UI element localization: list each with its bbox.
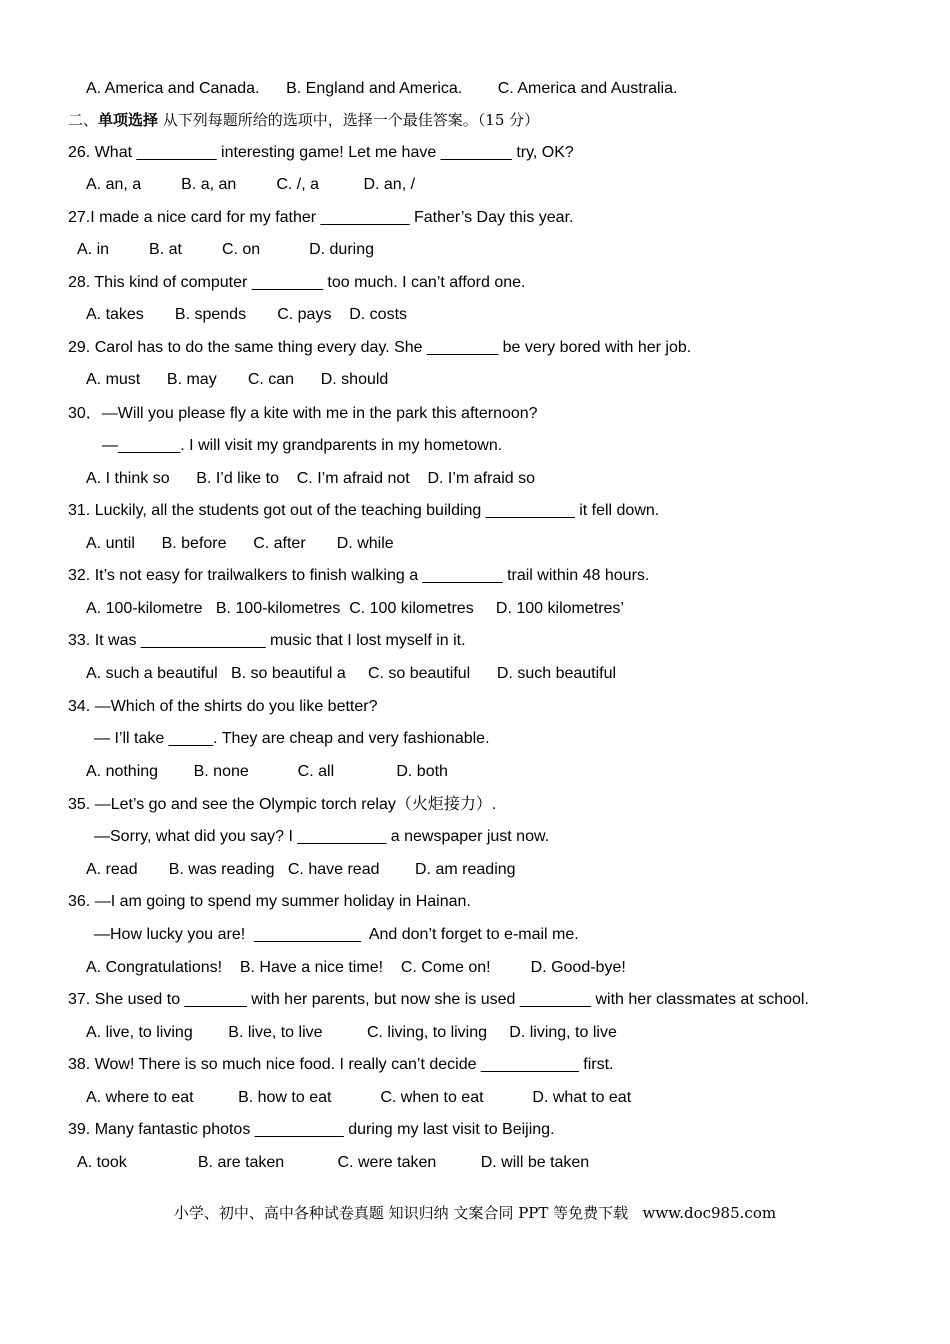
q32-stem: 32. It’s not easy for trailwalkers to finish walking a _________ trail within 48 hours. [68, 567, 650, 584]
q38-stem: 38. Wow! There is so much nice food. I really can’t decide ___________ first. [68, 1056, 614, 1073]
q27-options: A. in B. at C. on D. during [77, 241, 374, 258]
q33-stem: 33. It was ______________ music that I lost myself in it. [68, 632, 466, 649]
q29-stem: 29. Carol has to do the same thing every day. She ________ be very bored with her job. [68, 339, 692, 356]
q38-options: A. where to eat B. how to eat C. when to eat D. what to eat [86, 1089, 632, 1106]
q39-stem: 39. Many fantastic photos __________ during my last visit to Beijing. [68, 1121, 555, 1138]
q35-stem: 35. —Let’s go and see the Olympic torch relay（火炬接力）. [68, 796, 497, 813]
q37-stem: 37. She used to _______ with her parents, but now she is used ________ with her classmates at school. [68, 991, 809, 1008]
q34-reply: — I’ll take _____. They are cheap and very fashionable. [94, 730, 490, 747]
q30-reply: —_______. I will visit my grandparents in my hometown. [102, 437, 503, 454]
q26-stem: 26. What _________ interesting game! Let me have ________ try, OK? [68, 144, 574, 161]
q36-reply: —How lucky you are! ____________ And don’t forget to e-mail me. [94, 926, 579, 943]
section-number: 二、 [68, 111, 99, 129]
q25-options: A. America and Canada. B. England and America. C. America and Australia. [86, 80, 678, 97]
q36-options: A. Congratulations! B. Have a nice time! C. Come on! D. Good-bye! [86, 959, 626, 976]
page-footer: 小学、初中、高中各种试卷真题 知识归纳 文案合同 PPT 等免费下载 www.doc985.com [173, 1204, 777, 1222]
q35-options: A. read B. was reading C. have read D. am reading [86, 861, 516, 878]
q34-stem: 34. —Which of the shirts do you like better? [68, 698, 378, 715]
q31-options: A. until B. before C. after D. while [86, 535, 394, 552]
section-title: 单项选择 [98, 111, 159, 129]
q36-stem: 36. —I am going to spend my summer holiday in Hainan. [68, 893, 471, 910]
q31-stem: 31. Luckily, all the students got out of the teaching building __________ it fell down. [68, 502, 660, 519]
q26-options: A. an, a B. a, an C. /, a D. an, / [86, 176, 416, 193]
q28-options: A. takes B. spends C. pays D. costs [86, 306, 408, 323]
q34-options: A. nothing B. none C. all D. both [86, 763, 448, 780]
section-heading [68, 110, 539, 131]
q28-stem: 28. This kind of computer ________ too much. I can’t afford one. [68, 274, 526, 291]
q39-options: A. took B. are taken C. were taken D. will be taken [77, 1154, 590, 1171]
q30-stem: 30．—Will you please fly a kite with me in the park this afternoon? [68, 405, 538, 422]
section-instruction: 从下列每题所给的选项中，选择一个最佳答案。（15 分） [158, 111, 540, 129]
q27-stem: 27.I made a nice card for my father __________ Father’s Day this year. [68, 209, 574, 226]
q29-options: A. must B. may C. can D. should [86, 371, 389, 388]
q37-options: A. live, to living B. live, to live C. living, to living D. living, to live [86, 1024, 617, 1041]
q35-reply: —Sorry, what did you say? I __________ a newspaper just now. [94, 828, 550, 845]
q30-options: A. I think so B. I’d like to C. I’m afraid not D. I’m afraid so [86, 470, 536, 487]
q32-options: A. 100-kilometre B. 100-kilometres C. 100 kilometres D. 100 kilometres’ [86, 600, 624, 617]
q33-options: A. such a beautiful B. so beautiful a C. so beautiful D. such beautiful [86, 665, 617, 682]
